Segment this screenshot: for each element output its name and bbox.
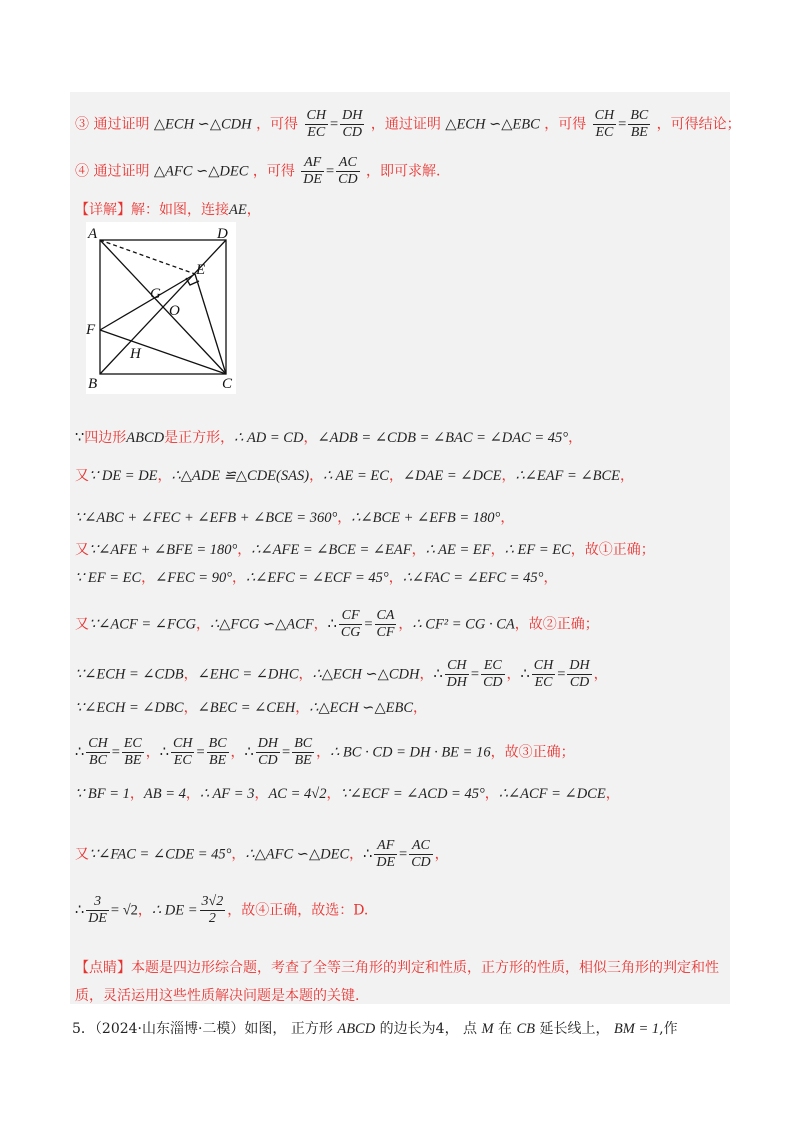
fraction <box>339 608 362 641</box>
text-segment: ∠DAE = ∠DCE <box>402 468 502 484</box>
text-segment: ， <box>620 468 634 484</box>
text-segment: 又 <box>75 846 89 863</box>
text-segment: ∠EHC = ∠DHC <box>197 666 299 683</box>
fraction-part: 2 <box>208 911 216 926</box>
fraction-part: DH <box>257 736 278 751</box>
text-segment: ， <box>506 666 521 683</box>
text-segment: = <box>399 846 408 863</box>
text-segment: ， <box>246 202 261 218</box>
text-segment: ， <box>413 700 427 716</box>
text-segment: △ECH ∽△EBC <box>445 116 540 133</box>
text-segment: = <box>329 116 339 133</box>
fraction-part: EC <box>173 753 192 768</box>
text-segment: ∴ CF² = CG · CA <box>412 616 515 633</box>
text-segment: ∵ DE = DE <box>89 468 158 484</box>
text-segment: △AFC ∽△DEC <box>153 163 249 180</box>
text-segment: ，故④正确，故选：D. <box>227 902 369 919</box>
text-segment: ， <box>543 570 558 586</box>
fraction-part: BE <box>294 753 312 768</box>
text-segment: ， <box>434 846 449 863</box>
text-segment: ， <box>137 902 152 919</box>
text-segment: = <box>282 744 291 761</box>
text-segment: ∴△ECH ∽△EBC <box>309 700 413 716</box>
fraction-part: EC <box>307 125 326 140</box>
fraction-part: CD <box>338 172 358 187</box>
fraction <box>86 736 109 769</box>
fraction <box>86 894 109 927</box>
label-H: H <box>130 346 141 362</box>
proof-line-12 <box>75 894 368 927</box>
fraction-part: CH <box>594 108 615 123</box>
fraction-part: CF <box>376 625 395 640</box>
fraction <box>301 155 324 188</box>
fraction-part: DH <box>569 658 590 673</box>
text-segment: ， <box>398 616 413 633</box>
fraction-part: BC <box>208 736 227 751</box>
text-segment: AE <box>229 202 247 218</box>
fraction-part: AF <box>301 155 324 172</box>
question-5 <box>72 1018 678 1038</box>
text-segment: = <box>364 616 373 633</box>
text-segment: ∴∠ACF = ∠DCE <box>498 786 606 802</box>
text-segment: AC = 4√2 <box>268 786 327 802</box>
text-segment: ， <box>605 786 620 802</box>
text-segment: 又 <box>75 468 89 484</box>
proof-line-8 <box>75 698 427 718</box>
hint-line-3 <box>75 108 741 141</box>
fraction <box>445 658 469 691</box>
fraction-part: CA <box>376 608 395 623</box>
fraction-part: BC <box>294 736 313 751</box>
fraction-part: EC <box>123 736 142 751</box>
fraction-part: CH <box>88 736 108 751</box>
text-segment: ∴∠AFE = ∠BCE = ∠EAF <box>251 542 412 558</box>
text-segment: ， <box>326 786 341 802</box>
text-segment: ∴ AE = EC <box>323 468 389 484</box>
fraction-part: BE <box>209 753 227 768</box>
text-segment: ， <box>388 468 403 484</box>
text-segment: ∴△ECH ∽△CDH <box>312 666 420 683</box>
text-segment: ∴ BC · CD = DH · BE = 16 <box>330 744 491 761</box>
text-segment: CB <box>516 1021 535 1037</box>
fraction <box>481 658 504 691</box>
fraction-part: 3√2 <box>201 894 224 909</box>
text-segment: ∴∠FAC = ∠EFC = 45° <box>402 570 544 586</box>
fraction <box>593 108 616 141</box>
text-segment: △ECH ∽△CDH <box>153 116 252 133</box>
fraction-part: BE <box>630 125 648 140</box>
text-segment: 通过证明 <box>93 116 150 133</box>
text-segment: ， <box>183 666 198 683</box>
text-segment: ，可得结论； <box>656 116 741 133</box>
text-segment: = <box>325 163 335 180</box>
label-D: D <box>217 226 228 242</box>
text-segment: 解：如图，连接 <box>131 202 229 218</box>
text-segment: ，即可求解. <box>366 163 441 180</box>
text-segment: ， <box>313 616 328 633</box>
proof-line-3 <box>75 508 514 528</box>
text-segment: ， <box>141 570 156 586</box>
text-segment: ∵∠ECH = ∠CDB <box>75 666 184 683</box>
text-segment: ， <box>298 666 313 683</box>
fraction-part: DH <box>342 108 363 123</box>
proof-line-9 <box>75 736 575 769</box>
text-segment: ，故②正确； <box>514 616 599 633</box>
text-segment: 5．（2024·山东淄博·二模）如图， 正方形 <box>72 1021 333 1037</box>
text-segment: ∴∠EFC = ∠ECF = 45° <box>246 570 389 586</box>
fraction-part: EC <box>481 658 504 675</box>
text-segment: ， <box>195 616 210 633</box>
text-segment: 在 <box>498 1021 513 1037</box>
text-segment: ∴ AF = 3 <box>199 786 255 802</box>
text-segment: ， <box>185 786 200 802</box>
text-segment: ∠FEC = 90° <box>155 570 233 586</box>
text-segment: 又 <box>75 616 89 633</box>
fraction-part: BC <box>630 108 649 123</box>
text-segment: ∴∠EAF = ∠BCE <box>515 468 620 484</box>
text-segment: ∵∠ECF = ∠ACD = 45° <box>340 786 485 802</box>
text-segment: ABCD <box>337 1021 376 1037</box>
text-segment: ，可得 <box>544 116 587 133</box>
fraction-part: EC <box>595 125 614 140</box>
text-segment: ， <box>316 744 331 761</box>
text-segment: ， <box>337 510 352 526</box>
text-segment: = <box>196 744 205 761</box>
text-segment: ，可得 <box>252 163 295 180</box>
text-segment: ，可得 <box>256 116 299 133</box>
text-segment: ， <box>295 700 310 716</box>
text-segment: ∴ <box>75 744 85 761</box>
fraction-part: EC <box>534 675 553 690</box>
text-segment: ， <box>501 468 516 484</box>
fraction-part: AF <box>374 838 397 855</box>
fraction <box>122 736 144 769</box>
text-segment: 四边形 <box>84 430 127 446</box>
fraction <box>292 736 314 769</box>
fraction-part: CG <box>340 625 361 640</box>
proof-line-11 <box>75 838 449 871</box>
text-segment: ， <box>419 666 434 683</box>
text-segment: ∴△AFC ∽△DEC <box>245 846 350 863</box>
text-segment: ∴△ADE ≌△CDE(SAS) <box>171 468 310 484</box>
fraction <box>336 155 359 188</box>
text-segment: ， <box>254 786 269 802</box>
label-C: C <box>222 376 233 392</box>
label-G: G <box>150 286 161 302</box>
text-segment: 是正方形， <box>164 430 235 446</box>
label-E: E <box>196 262 206 278</box>
text-segment: ∵∠ABC + ∠FEC + ∠EFB + ∠BCE = 360° <box>75 510 338 526</box>
text-segment: ∴ <box>159 744 169 761</box>
proof-line-6 <box>75 608 599 641</box>
text-segment: ,作 <box>659 1021 678 1037</box>
fraction <box>375 608 397 641</box>
text-segment: ∴ AE = EF <box>425 542 491 558</box>
proof-line-7 <box>75 658 608 691</box>
fraction-part: CH <box>173 736 193 751</box>
label-O: O <box>169 303 180 319</box>
text-segment: ∴△FCG ∽△ACF <box>209 616 314 633</box>
fraction <box>200 894 226 927</box>
fraction <box>171 736 194 769</box>
text-segment: = <box>618 116 627 133</box>
text-segment: 延长线上， <box>539 1021 610 1037</box>
text-segment: M <box>481 1021 494 1037</box>
proof-line-4 <box>75 540 655 560</box>
comment-line-1: 【点睛】本题是四边形综合题，考查了全等三角形的判定和性质，正方形的性质，相似三角形的判定和性 <box>75 960 719 976</box>
fraction-part: DE <box>376 855 396 870</box>
fraction-part: CD <box>258 753 278 768</box>
fraction-part: CF <box>339 608 362 625</box>
text-segment: ④ <box>75 163 89 180</box>
fraction <box>628 108 650 141</box>
text-segment: ， <box>230 744 245 761</box>
text-segment: ， <box>484 786 499 802</box>
text-segment: = <box>557 666 566 683</box>
text-segment: ， <box>303 430 318 446</box>
fraction-part: CH <box>306 108 326 123</box>
geometry-figure <box>86 222 236 394</box>
text-segment: = √2 <box>110 902 138 919</box>
text-segment: = <box>111 744 120 761</box>
text-segment: ABCD <box>126 430 165 446</box>
fraction-part: CH <box>533 658 554 673</box>
fraction-part: CH <box>445 658 469 675</box>
text-segment: ∴ <box>244 744 254 761</box>
fraction-part: AC <box>336 155 359 172</box>
text-segment: ∴ <box>363 846 373 863</box>
text-segment: ， <box>237 542 252 558</box>
text-segment: ∵ EF = EC <box>75 570 142 586</box>
text-segment: ，故③正确； <box>490 744 575 761</box>
fraction-part: DE <box>88 911 107 926</box>
text-segment: ∵∠AFE + ∠BFE = 180° <box>89 542 238 558</box>
fraction-part: CD <box>569 675 590 690</box>
fraction <box>305 108 328 141</box>
text-segment: 通过证明 <box>93 163 150 180</box>
text-segment: ， <box>232 570 247 586</box>
fraction <box>256 736 280 769</box>
text-segment: ∴ AD = CD <box>234 430 304 446</box>
proof-line-1 <box>75 428 582 448</box>
fraction-part: CD <box>483 675 503 690</box>
fraction <box>409 838 432 871</box>
text-segment: ∴ <box>75 902 85 919</box>
text-segment: 的边长为4， 点 <box>379 1021 478 1037</box>
text-segment: ∠BEC = ∠CEH <box>197 700 296 716</box>
fraction-part: DE <box>303 172 322 187</box>
text-segment: ， <box>490 542 505 558</box>
text-segment: ∴∠BCE + ∠EFB = 180° <box>351 510 501 526</box>
text-segment: ， <box>309 468 324 484</box>
label-A: A <box>88 226 98 242</box>
text-segment: ∠ADB = ∠CDB = ∠BAC = ∠DAC = 45° <box>317 430 569 446</box>
fraction <box>567 658 591 691</box>
text-segment: ∴ <box>327 616 337 633</box>
text-segment: ， <box>183 700 198 716</box>
text-segment: ∵∠ACF = ∠FCG <box>89 616 196 633</box>
proof-line-2 <box>75 466 634 486</box>
fraction <box>532 658 555 691</box>
text-segment: ，通过证明 <box>370 116 441 133</box>
proof-line-10 <box>75 784 620 804</box>
text-segment: ∴ DE = <box>151 902 198 919</box>
text-segment: = <box>470 666 480 683</box>
text-segment: ③ <box>75 116 89 133</box>
fraction-part: AC <box>409 838 432 855</box>
text-segment: ∵ <box>75 430 85 446</box>
text-segment: ， <box>411 542 426 558</box>
text-segment: ∴ <box>520 666 530 683</box>
text-segment: ， <box>568 430 583 446</box>
fraction-part: CD <box>342 125 362 140</box>
fraction <box>374 838 397 871</box>
fraction-part: DH <box>446 675 467 690</box>
text-segment: ∴ <box>433 666 443 683</box>
text-segment: ， <box>145 744 160 761</box>
proof-line-5 <box>75 568 557 588</box>
fraction-part: CD <box>411 855 431 870</box>
text-segment: BM = 1 <box>613 1021 660 1037</box>
text-segment: ， <box>157 468 172 484</box>
fraction <box>340 108 364 141</box>
fraction <box>207 736 229 769</box>
detail-heading <box>75 200 261 220</box>
fraction-part: 3 <box>86 894 109 911</box>
comment-line-2: 质，灵活运用这些性质解决问题是本题的关键. <box>75 988 360 1004</box>
fraction-part: BE <box>124 753 142 768</box>
text-segment: 又 <box>75 542 89 558</box>
text-segment: ，故①正确； <box>570 542 655 558</box>
fraction-part: BC <box>89 753 107 768</box>
hint-line-4 <box>75 155 441 188</box>
text-segment: ∵∠ECH = ∠DBC <box>75 700 184 716</box>
text-segment: AB = 4 <box>143 786 186 802</box>
text-segment: ∵ BF = 1 <box>75 786 130 802</box>
text-segment: ∴ EF = EC <box>504 542 571 558</box>
text-segment: ， <box>388 570 403 586</box>
text-segment: ， <box>500 510 515 526</box>
label-F: F <box>86 322 96 338</box>
text-segment: ， <box>129 786 144 802</box>
text-segment: ， <box>349 846 364 863</box>
text-segment: ， <box>593 666 608 683</box>
label-B: B <box>88 376 98 392</box>
text-segment: ∵∠FAC = ∠CDE = 45° <box>89 846 232 863</box>
text-segment: ， <box>231 846 246 863</box>
text-segment: 【详解】 <box>75 202 131 218</box>
